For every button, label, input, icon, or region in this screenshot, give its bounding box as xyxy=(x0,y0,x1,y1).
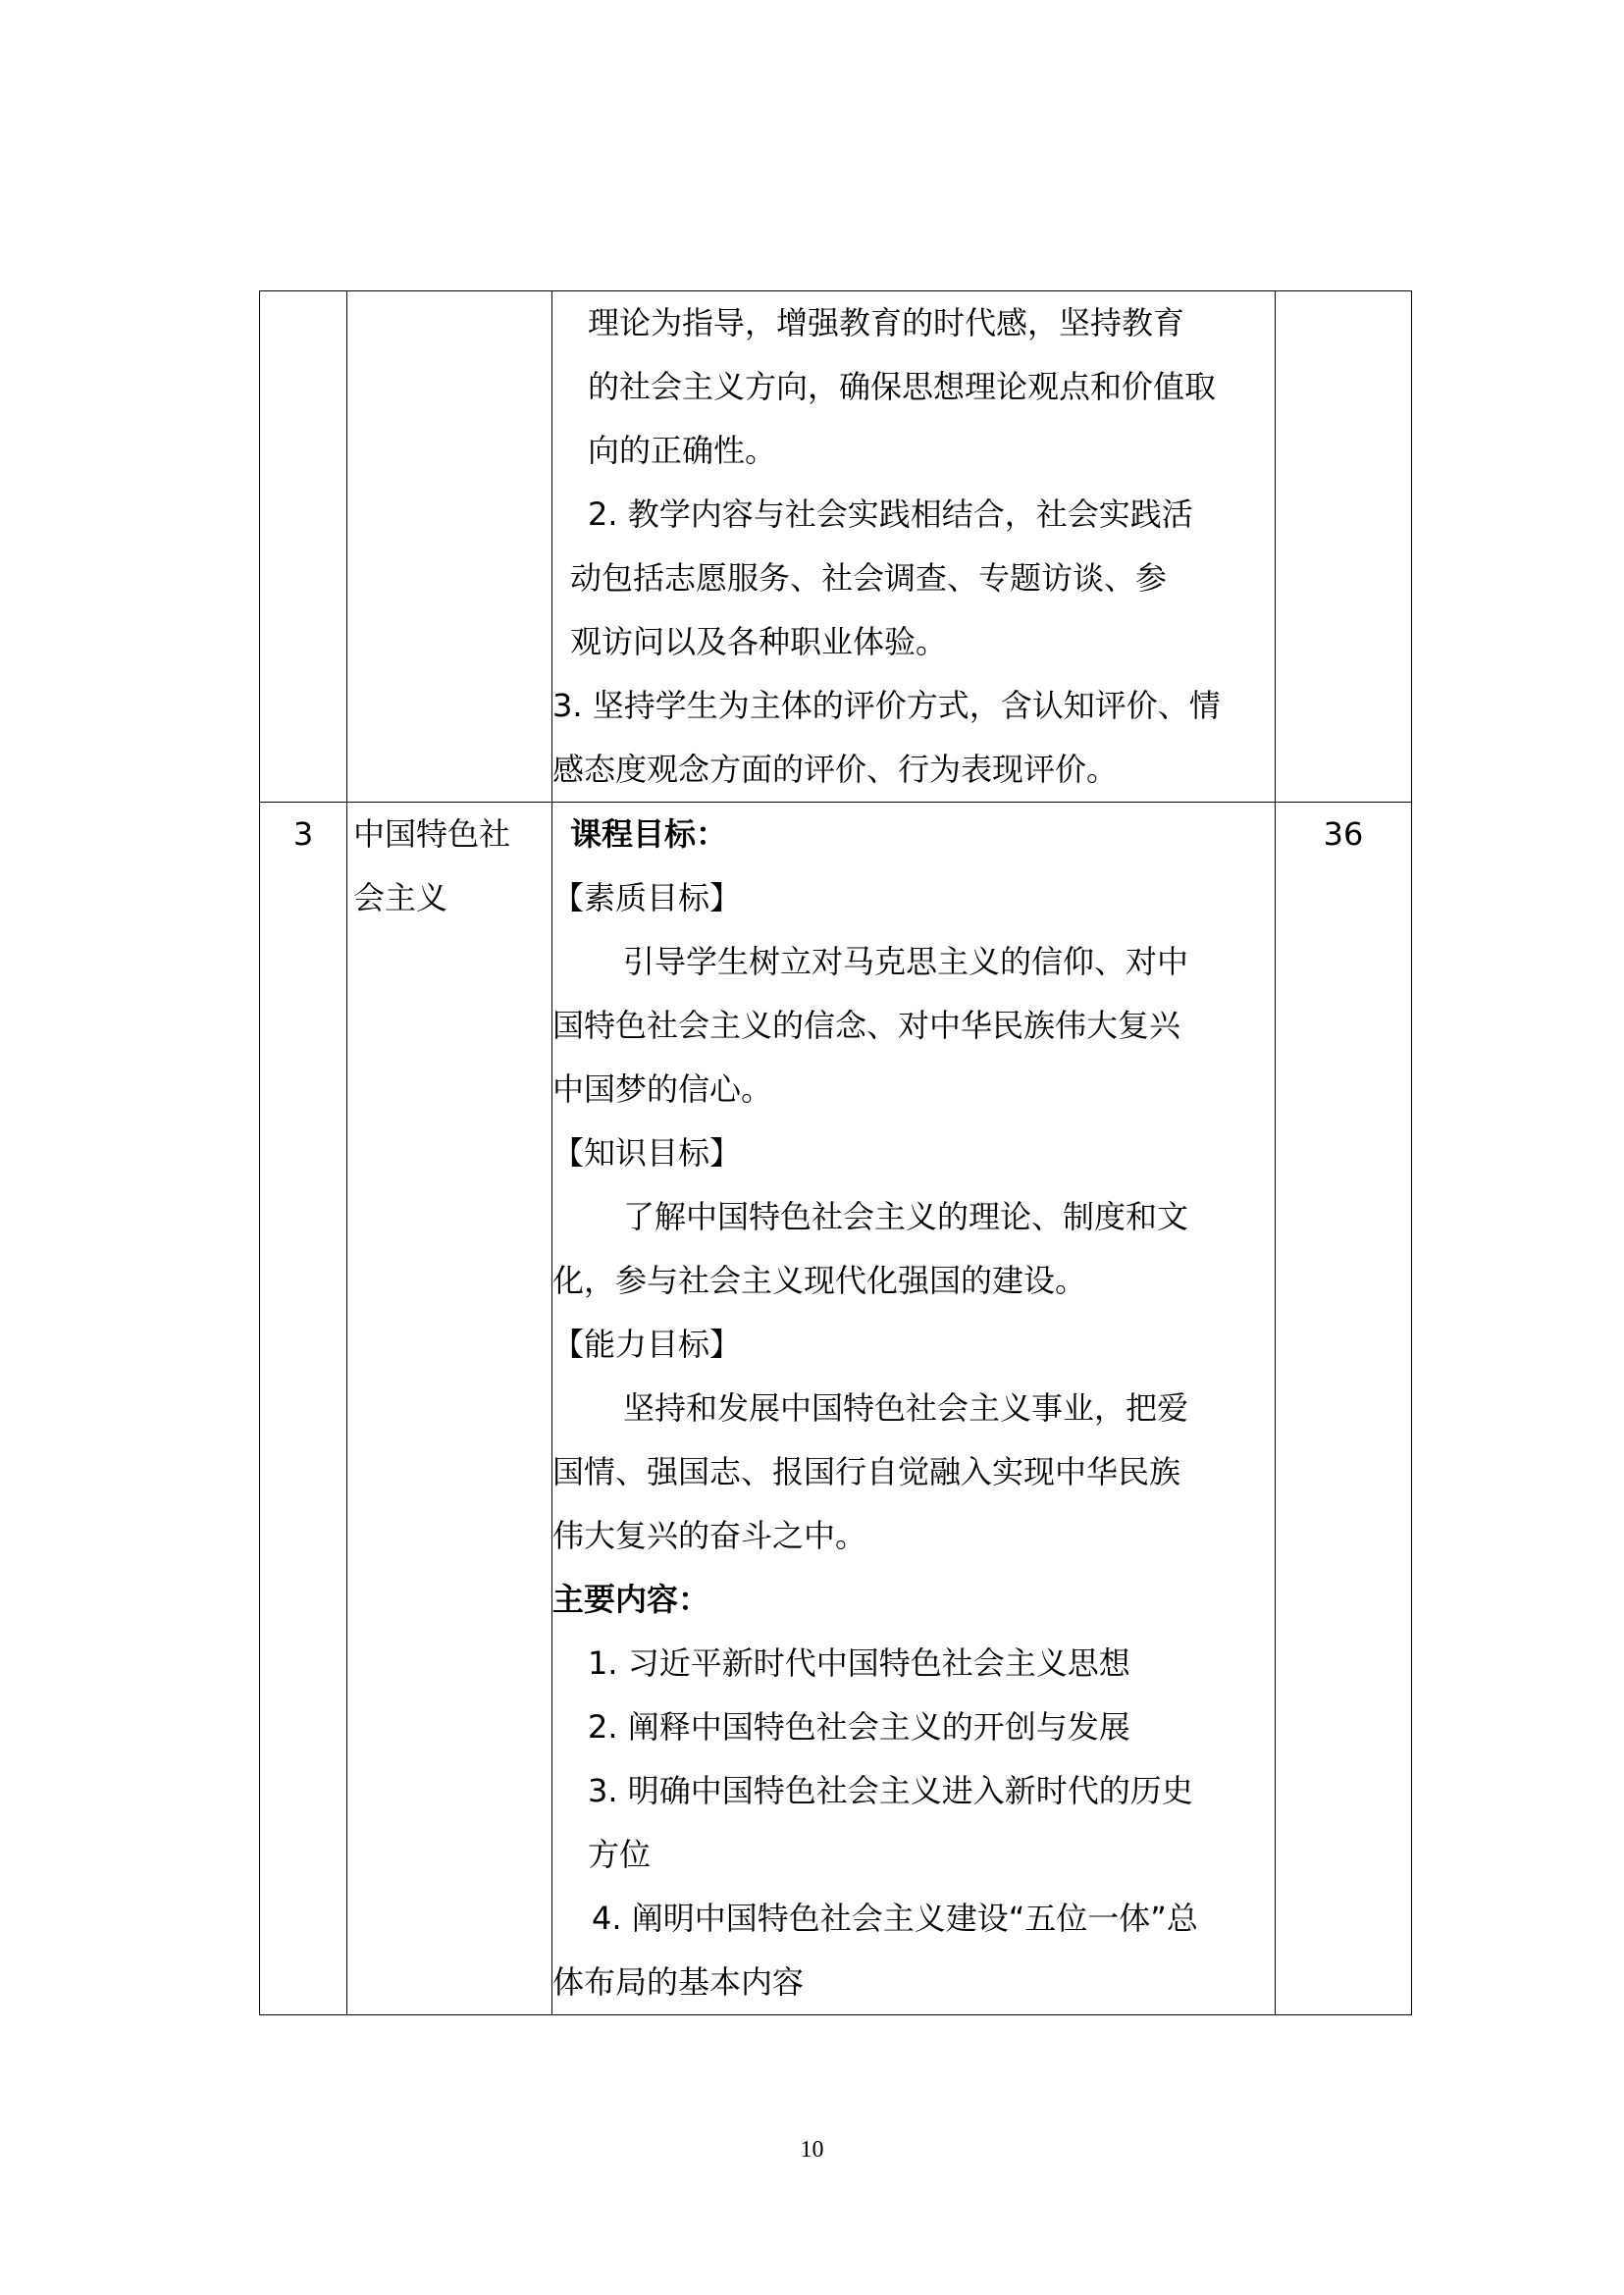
quality-goal-line: 引导学生树立对马克思主义的信仰、对中 xyxy=(623,943,1189,980)
ability-goal-label: 【能力目标】 xyxy=(552,1326,742,1363)
main-content-line: 1. 习近平新时代中国特色社会主义思想 xyxy=(588,1644,1130,1682)
content-cell xyxy=(552,291,1276,803)
content-line: 理论为指导，增强教育的时代感，坚持教育 xyxy=(588,304,1185,341)
course-name-line: 会主义 xyxy=(353,879,448,916)
row-number-cell xyxy=(260,803,347,2015)
content-line: 观访问以及各种职业体验。 xyxy=(570,623,948,660)
main-content-line: 3. 明确中国特色社会主义进入新时代的历史 xyxy=(588,1772,1193,1809)
main-content-heading: 主要内容： xyxy=(552,1581,710,1618)
course-name-cell xyxy=(347,803,552,2015)
course-name-cell xyxy=(347,291,552,803)
knowledge-goal-label: 【知识目标】 xyxy=(552,1134,742,1172)
table-row-3 xyxy=(260,803,1412,2015)
quality-goal-label: 【素质目标】 xyxy=(552,879,742,916)
ability-goal-line: 坚持和发展中国特色社会主义事业，把爱 xyxy=(623,1389,1189,1427)
hours-cell xyxy=(1276,291,1412,803)
ability-goal-line: 伟大复兴的奋斗之中。 xyxy=(552,1517,867,1554)
row-number-cell xyxy=(260,291,347,803)
knowledge-goal-line: 了解中国特色社会主义的理论、制度和文 xyxy=(623,1198,1189,1235)
row-number: 3 xyxy=(292,815,314,853)
knowledge-goal-line: 化，参与社会主义现代化强国的建设。 xyxy=(552,1262,1087,1299)
content-line: 动包括志愿服务、社会调查、专题访谈、参 xyxy=(570,559,1168,597)
main-content-line: 体布局的基本内容 xyxy=(552,1963,805,2001)
quality-goal-line: 中国梦的信心。 xyxy=(552,1070,773,1108)
course-name-line: 中国特色社 xyxy=(353,815,511,853)
content-line: 感态度观念方面的评价、行为表现评价。 xyxy=(552,751,1119,788)
hours-cell xyxy=(1276,803,1412,2015)
page-number: 10 xyxy=(800,2137,824,2163)
content-line: 的社会主义方向，确保思想理论观点和价值取 xyxy=(588,368,1217,405)
content-cell xyxy=(552,803,1276,2015)
content-line: 3. 坚持学生为主体的评价方式，含认知评价、情 xyxy=(552,687,1221,724)
course-goals-heading: 课程目标： xyxy=(570,815,728,853)
ability-goal-line: 国情、强国志、报国行自觉融入实现中华民族 xyxy=(552,1453,1181,1490)
hours-value: 36 xyxy=(1323,815,1364,853)
content-line: 2. 教学内容与社会实践相结合，社会实践活 xyxy=(588,496,1193,533)
main-content-line: 4. 阐明中国特色社会主义建设“五位一体”总 xyxy=(592,1900,1198,1937)
content-line: 向的正确性。 xyxy=(588,432,777,469)
quality-goal-line: 国特色社会主义的信念、对中华民族伟大复兴 xyxy=(552,1007,1181,1044)
main-content-line: 方位 xyxy=(588,1836,652,1873)
table-row-continued xyxy=(260,291,1412,803)
main-content-line: 2. 阐释中国特色社会主义的开创与发展 xyxy=(588,1708,1130,1746)
course-table xyxy=(259,290,1412,2015)
